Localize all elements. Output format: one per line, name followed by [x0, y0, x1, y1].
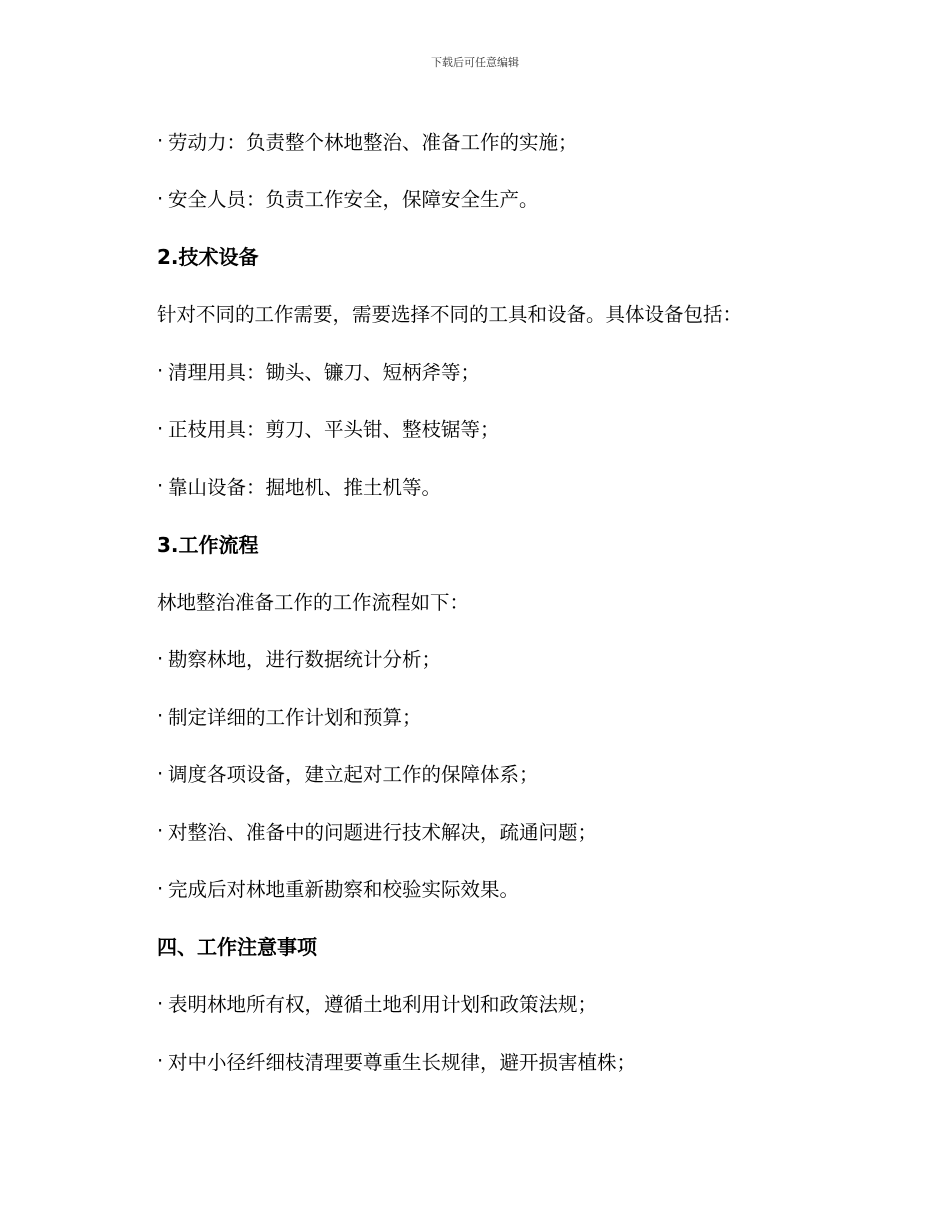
paragraph: 林地整治准备工作的工作流程如下： [157, 590, 470, 614]
page-header-note: 下载后可任意编辑 [431, 56, 519, 69]
list-item-text: 勘察林地，进行数据统计分析； [168, 648, 442, 672]
bullet-icon: · [157, 991, 164, 1015]
section-heading: 2.技术设备 [157, 245, 259, 270]
list-item-text: 表明林地所有权，遵循土地利用计划和政策法规； [168, 993, 598, 1017]
section-heading: 四、工作注意事项 [157, 935, 317, 960]
bullet-icon: · [157, 704, 164, 728]
list-item-text: 安全人员：负责工作安全，保障安全生产。 [168, 188, 539, 212]
list-item [157, 457, 877, 515]
bullet-icon: · [157, 129, 164, 153]
list-item-text: 劳动力：负责整个林地整治、准备工作的实施； [168, 130, 578, 154]
bullet-icon: · [157, 474, 164, 498]
list-item [157, 802, 877, 860]
list-item-text: 对整治、准备中的问题进行技术解决，疏通问题； [168, 820, 598, 844]
list-item [157, 1032, 877, 1090]
bullet-icon: · [157, 1049, 164, 1073]
bullet-icon: · [157, 416, 164, 440]
bullet-icon: · [157, 646, 164, 670]
bullet-icon: · [157, 761, 164, 785]
bullet-icon: · [157, 876, 164, 900]
list-item [157, 170, 877, 228]
document-body [157, 112, 877, 1090]
list-item-text: 对中小径纤细枝清理要尊重生长规律，避开损害植株； [168, 1050, 637, 1074]
list-item-text: 制定详细的工作计划和预算； [168, 705, 422, 729]
list-item [157, 112, 877, 170]
paragraph: 针对不同的工作需要，需要选择不同的工具和设备。具体设备包括： [157, 303, 743, 327]
list-item [157, 860, 877, 918]
bullet-icon: · [157, 819, 164, 843]
list-item-text: 靠山设备：掘地机、推土机等。 [168, 475, 442, 499]
bullet-icon: · [157, 359, 164, 383]
list-item [157, 630, 877, 688]
bullet-icon: · [157, 186, 164, 210]
list-item-text: 清理用具：锄头、镰刀、短柄斧等； [168, 360, 481, 384]
list-item-text: 调度各项设备，建立起对工作的保障体系； [168, 763, 539, 787]
list-item-text: 正枝用具：剪刀、平头钳、整枝锯等； [168, 418, 500, 442]
list-item [157, 687, 877, 745]
list-item [157, 745, 877, 803]
list-item [157, 975, 877, 1033]
list-item [157, 342, 877, 400]
list-item [157, 400, 877, 458]
list-item-text: 完成后对林地重新勘察和校验实际效果。 [168, 878, 520, 902]
section-heading: 3.工作流程 [157, 532, 259, 557]
